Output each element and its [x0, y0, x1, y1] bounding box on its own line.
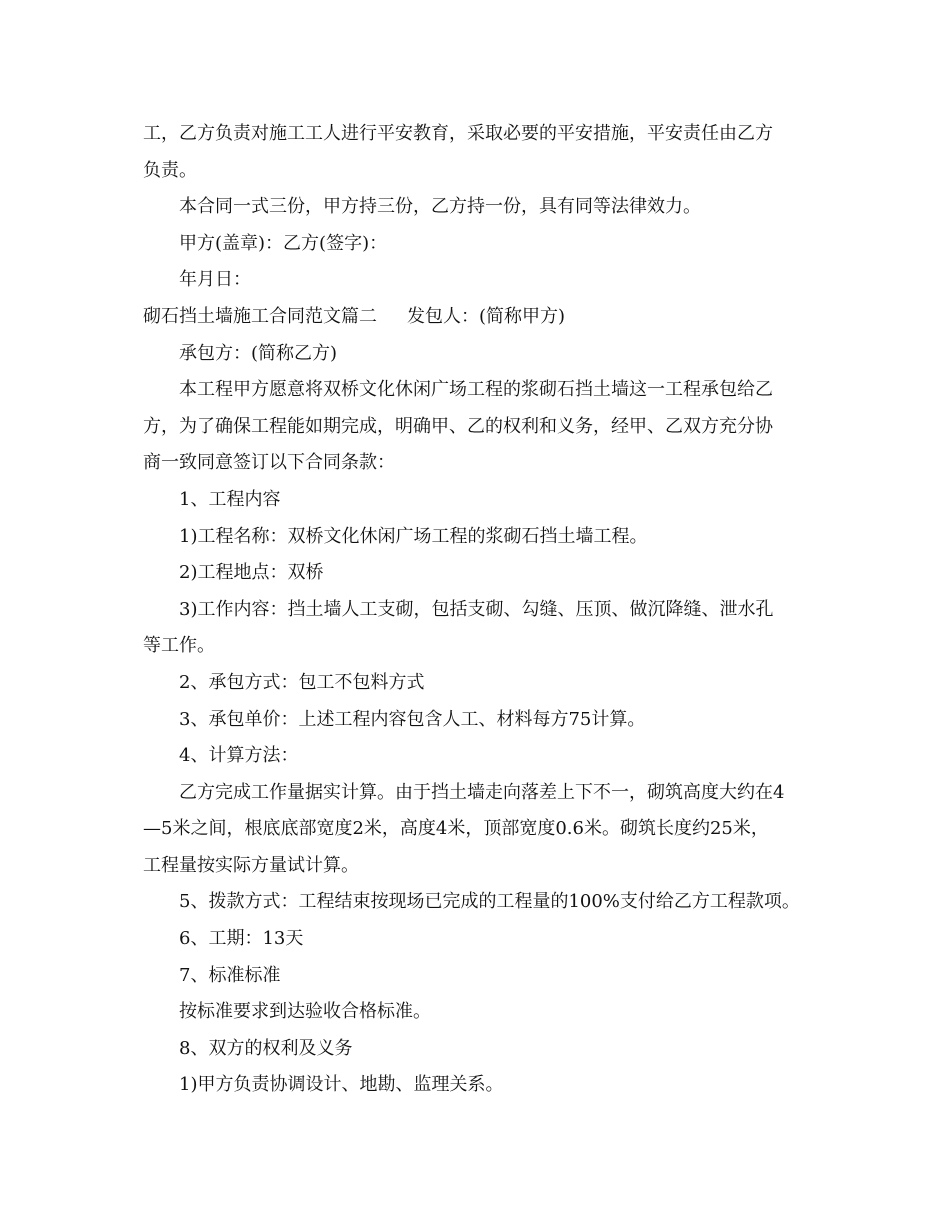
clause-heading: 2、承包方式：包工不包料方式: [179, 671, 425, 693]
clause-heading: 1、工程内容: [179, 488, 281, 510]
text-line: 2)工程地点：双桥: [179, 562, 324, 584]
signature-line: 甲方(盖章)：乙方(签字)：: [179, 232, 388, 254]
party-b-label: 承包方：(简称乙方): [179, 342, 338, 364]
text-line: 负责。: [143, 159, 197, 181]
clause-heading: 8、双方的权利及义务: [179, 1037, 353, 1059]
text-line: 商一致同意签订以下合同条款：: [143, 452, 395, 474]
date-line: 年月日：: [179, 269, 251, 291]
text-line: 3)工作内容：挡土墙人工支砌，包括支砌、勾缝、压顶、做沉降缝、泄水孔: [179, 598, 774, 620]
document-body: [143, 116, 811, 1104]
text-line: 乙方完成工作量据实计算。由于挡土墙走向落差上下不一，砌筑高度大约在4: [179, 781, 785, 803]
section-heading-line: [143, 299, 811, 336]
text-line: 本工程甲方愿意将双桥文化休闲广场工程的浆砌石挡土墙这一工程承包给乙: [179, 379, 773, 401]
clause-heading: 7、标准标准: [179, 964, 281, 986]
clause-heading: 4、计算方法：: [179, 745, 299, 767]
clause-heading: 5、拨款方式：工程结束按现场已完成的工程量的100%支付给乙方工程款项。: [179, 891, 800, 913]
party-a-label: 发包人：(简称甲方): [407, 305, 566, 327]
text-line: 等工作。: [143, 635, 215, 657]
text-line: 按标准要求到达验收合格标准。: [179, 1001, 431, 1023]
text-line: 方，为了确保工程能如期完成，明确甲、乙的权利和义务，经甲、乙双方充分协: [143, 415, 773, 437]
text-line: 工，乙方负责对施工工人进行平安教育，采取必要的平安措施，平安责任由乙方: [143, 123, 773, 144]
text-line: 工程量按实际方量试计算。: [143, 854, 359, 876]
clause-heading: 3、承包单价：上述工程内容包含人工、材料每方75计算。: [179, 708, 646, 730]
clause-heading: 6、工期：13天: [179, 928, 304, 950]
text-line: 1)工程名称：双桥文化休闲广场工程的浆砌石挡土墙工程。: [179, 525, 648, 547]
section-title: 砌石挡土墙施工合同范文篇二: [143, 305, 377, 327]
text-line: 本合同一式三份，甲方持三份，乙方持一份，具有同等法律效力。: [179, 196, 701, 218]
text-line: 1)甲方负责协调设计、地勘、监理关系。: [179, 1074, 504, 1096]
text-line: —5米之间，根底底部宽度2米，高度4米，顶部宽度0.6米。砌筑长度约25米，: [143, 818, 769, 840]
